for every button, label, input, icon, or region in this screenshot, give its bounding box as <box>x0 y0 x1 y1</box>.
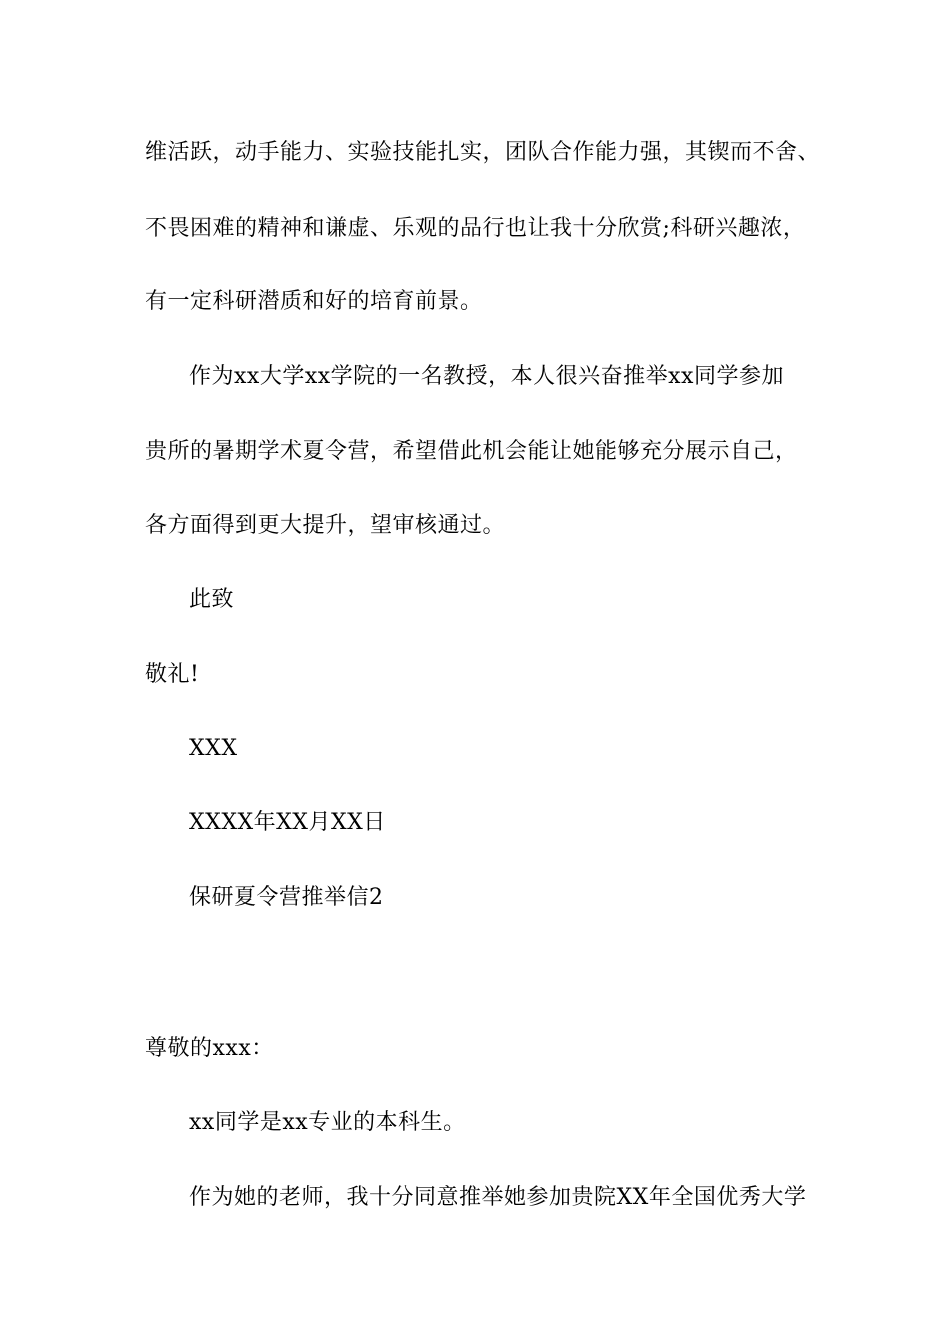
greeting: 尊敬的xxx： <box>145 1036 274 1061</box>
paragraph1-line1: 维活跃，动手能力、实验技能扎实，团队合作能力强，其锲而不舍、 <box>145 140 821 165</box>
paragraph1-line3: 有一定科研潜质和好的培育前景。 <box>145 289 483 314</box>
paragraph2-line2: 贵所的暑期学术夏令营，希望借此机会能让她能够充分展示自己， <box>145 439 798 464</box>
closing-text: 此致 <box>189 587 235 612</box>
section-title: 保研夏令营推举信2 <box>189 885 384 910</box>
paragraph2-line3: 各方面得到更大提升，望审核通过。 <box>145 513 506 538</box>
date: XXXX年XX月XX日 <box>189 810 386 835</box>
paragraph1-line2: 不畏困难的精神和谦虚、乐观的品行也让我十分欣赏;科研兴趣浓， <box>145 216 806 241</box>
paragraph3: xx同学是xx专业的本科生。 <box>189 1110 466 1135</box>
salute-text: 敬礼! <box>145 662 200 687</box>
paragraph2-line1: 作为xx大学xx学院的一名教授，本人很兴奋推举xx同学参加 <box>189 364 784 389</box>
signature: XXX <box>189 736 238 761</box>
paragraph4-line1: 作为她的老师，我十分同意推举她参加贵院XX年全国优秀大学 <box>189 1185 807 1210</box>
